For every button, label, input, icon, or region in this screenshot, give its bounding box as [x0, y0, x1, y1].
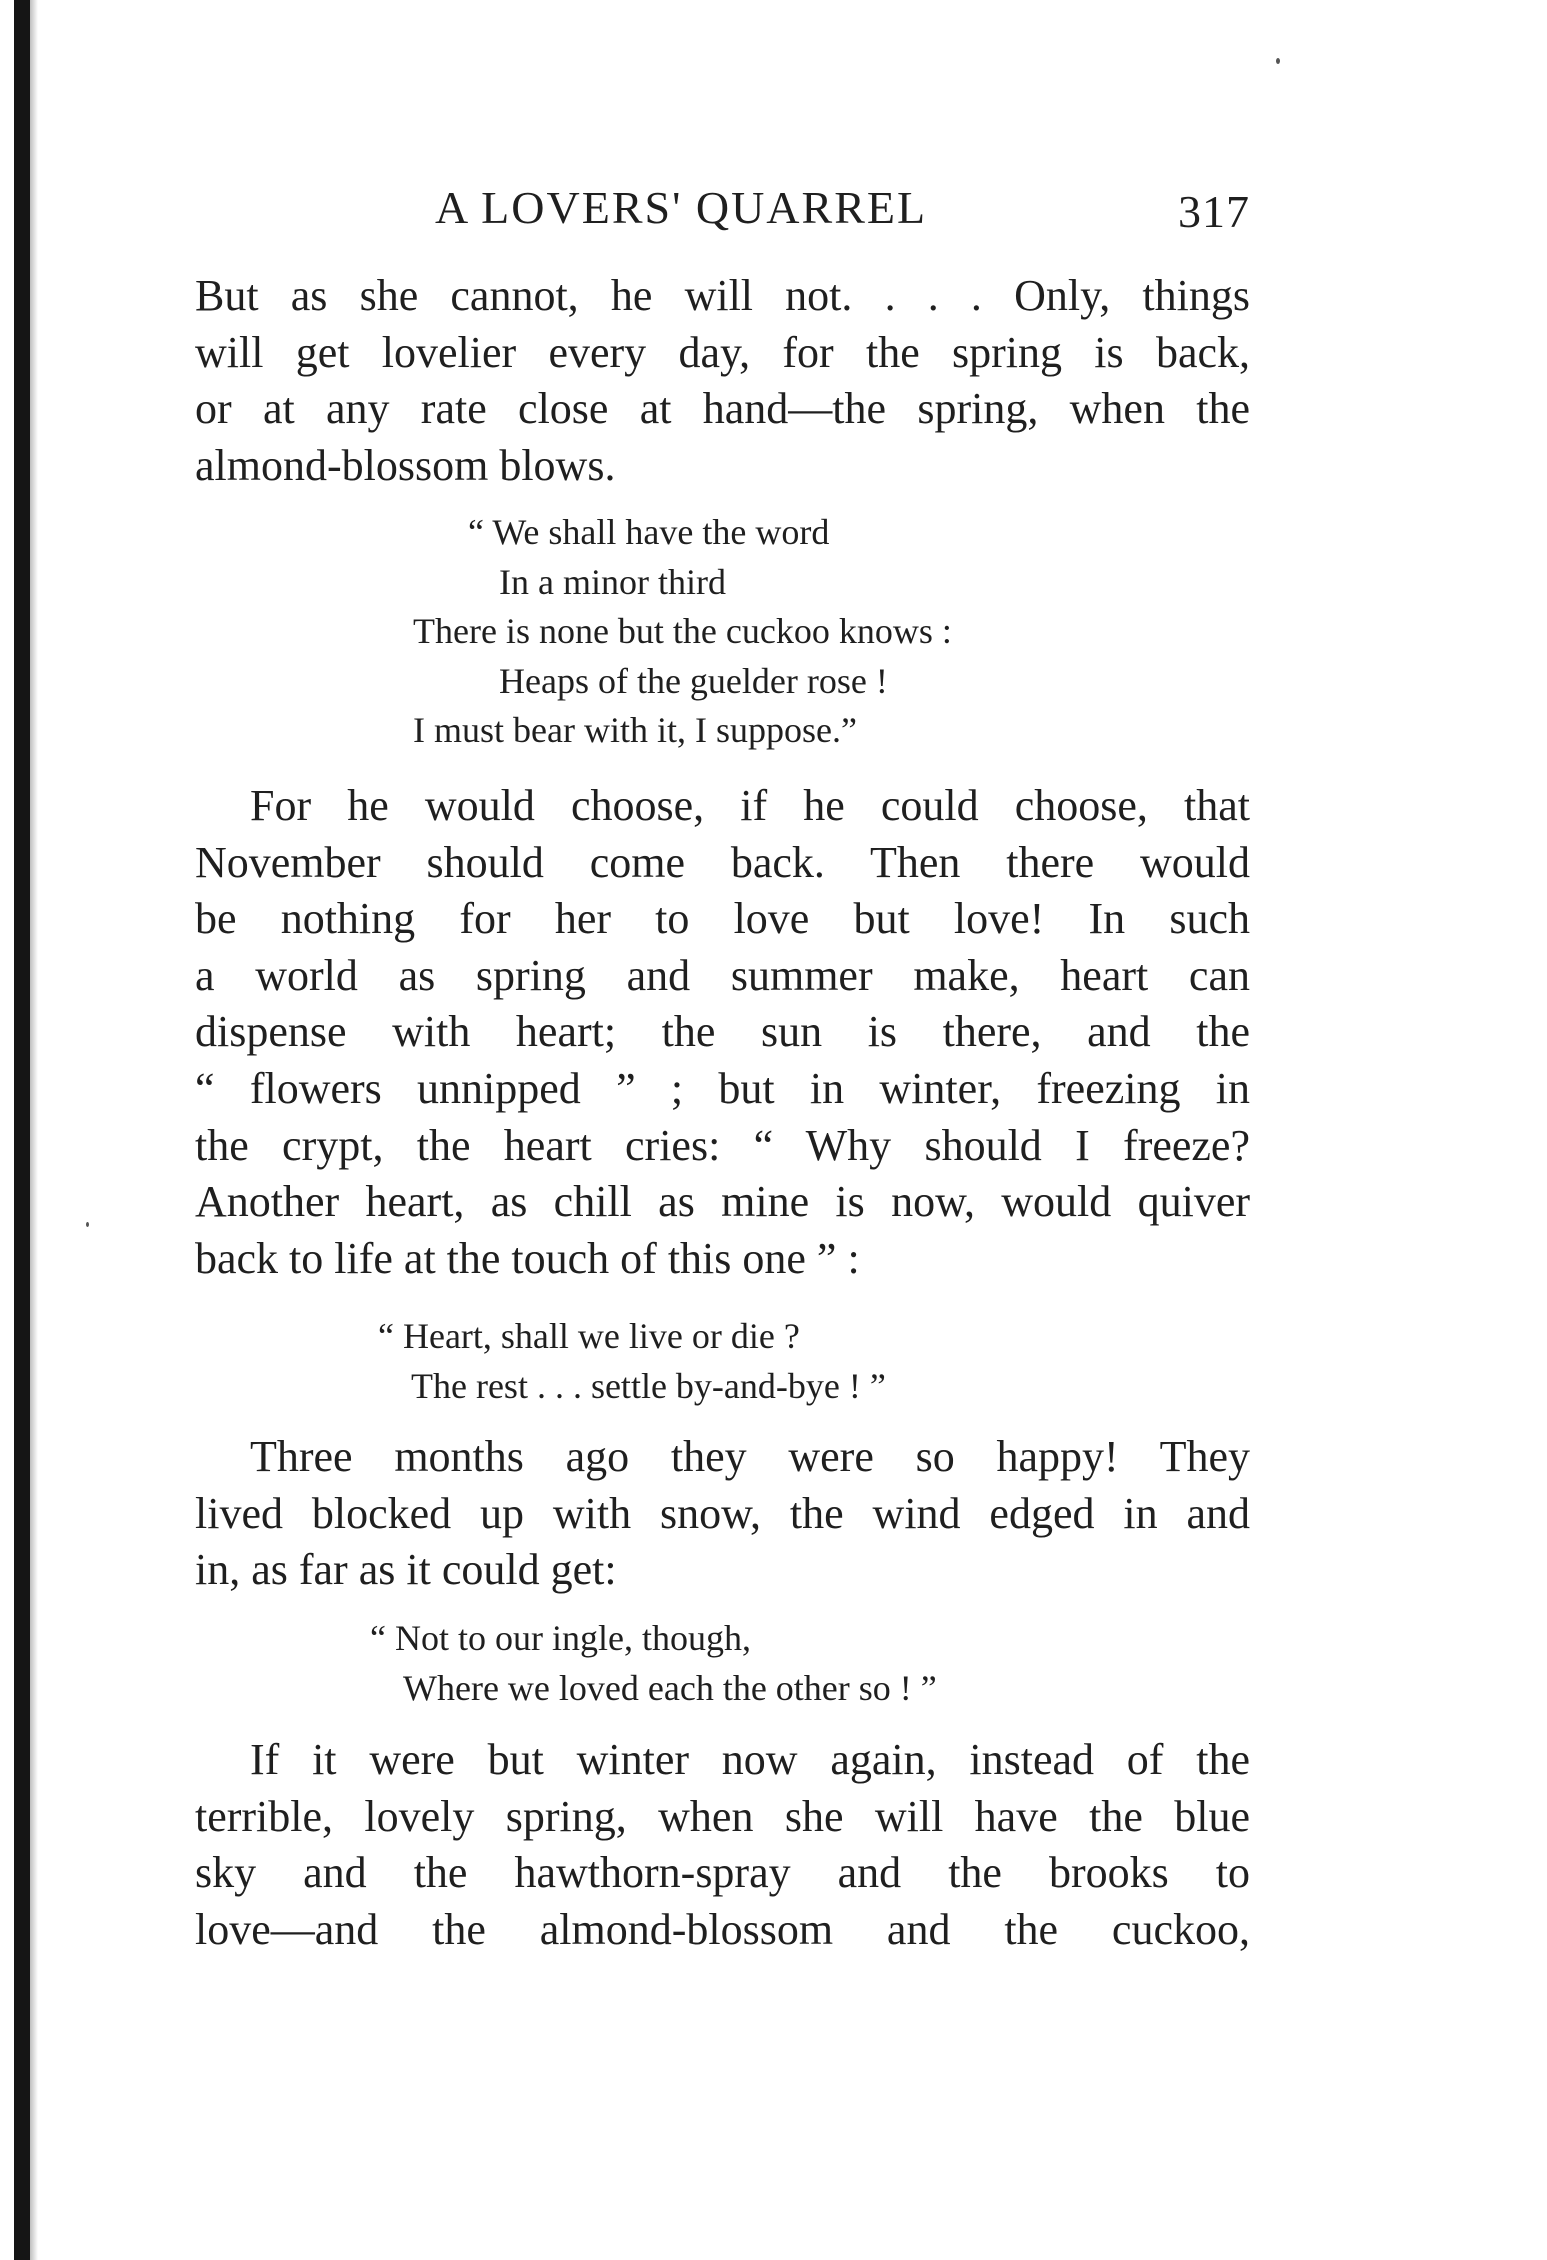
text-line: will get lovelier every day, for the spring is back, — [195, 327, 1250, 377]
text-line: or at any rate close at hand—the spring, when the — [195, 384, 1250, 434]
text-line: back to life at the touch of this one ” : — [195, 1233, 860, 1283]
verse-line: There is none but the cuckoo knows : — [413, 611, 952, 651]
verse-line: “ Heart, shall we live or die ? — [378, 1316, 800, 1356]
book-binding-edge — [14, 0, 30, 2260]
text-line: love—and the almond-blossom and the cuckoo, — [195, 1904, 1250, 1954]
running-head — [195, 178, 1250, 238]
verse-quotation-1 — [413, 508, 952, 756]
text-line: But as she cannot, he will not. . . . Only, things — [195, 271, 1250, 320]
text-line: For he would choose, if he could choose, that — [250, 781, 1250, 830]
verse-line: Heaps of the guelder rose ! — [499, 660, 888, 701]
verse-line: “ We shall have the word — [468, 512, 830, 552]
page-number: 317 — [1178, 186, 1250, 237]
text-line: in, as far as it could get: — [195, 1545, 617, 1595]
paper-speck — [1276, 58, 1280, 64]
verse-line: “ Not to our ingle, though, — [370, 1618, 751, 1658]
text-line: sky and the hawthorn-spray and the brooks to — [195, 1848, 1250, 1898]
verse-line: I must bear with it, I suppose.” — [413, 710, 857, 750]
text-line: If it were but winter now again, instead of the — [250, 1735, 1250, 1784]
paragraph-1 — [195, 268, 1250, 494]
paragraph-3 — [195, 1429, 1250, 1599]
text-line: be nothing for her to love but love! In such — [195, 894, 1250, 944]
binding-shadow — [30, 0, 38, 2260]
text-line: Three months ago they were so happy! They — [250, 1432, 1250, 1481]
paragraph-2 — [195, 778, 1250, 1287]
paper-speck — [86, 1222, 89, 1227]
verse-line: Where we loved each the other so ! ” — [403, 1667, 937, 1708]
paragraph-4 — [195, 1732, 1250, 1958]
text-line: a world as spring and summer make, heart can — [195, 950, 1250, 1000]
text-line: the crypt, the heart cries: “ Why should I freeze? — [195, 1120, 1250, 1170]
running-title: A LOVERS' QUARREL — [435, 182, 928, 233]
text-line: almond-blossom blows. — [195, 440, 616, 490]
verse-quotation-3 — [370, 1614, 937, 1713]
text-line: lived blocked up with snow, the wind edged in and — [195, 1488, 1250, 1538]
text-line: November should come back. Then there would — [195, 837, 1250, 887]
text-line: Another heart, as chill as mine is now, would quiver — [195, 1177, 1250, 1227]
verse-line: The rest . . . settle by-and-bye ! ” — [411, 1365, 886, 1406]
text-line: terrible, lovely spring, when she will have the blue — [195, 1791, 1250, 1841]
verse-quotation-2 — [378, 1312, 886, 1411]
verse-line: In a minor third — [499, 561, 726, 602]
text-line: “ flowers unnipped ” ; but in winter, freezing in — [195, 1063, 1250, 1113]
text-line: dispense with heart; the sun is there, and the — [195, 1007, 1250, 1057]
